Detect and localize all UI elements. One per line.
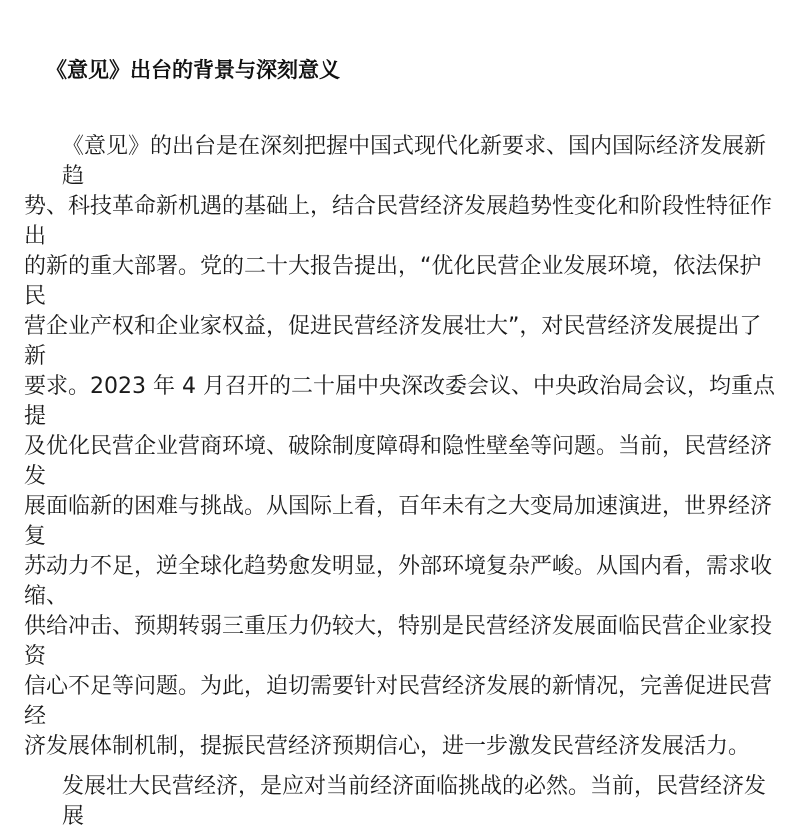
paragraph-line: 苏动力不足，逆全球化趋势愈发明显，外部环境复杂严峻。从国内看，需求收缩、 bbox=[24, 554, 773, 609]
next-paragraph bbox=[24, 772, 776, 832]
paragraph-line: 及优化民营企业营商环境、破除制度障碍和隐性壁垒等问题。当前，民营经济发 bbox=[24, 434, 773, 489]
body-paragraph bbox=[24, 132, 776, 788]
paragraph-line: 济发展体制机制，提振民营经济预期信心，进一步激发民营经济发展活力。 bbox=[24, 734, 751, 759]
paragraph-line: 的新的重大部署。党的二十大报告提出，“优化民营企业发展环境，依法保护民 bbox=[24, 254, 762, 309]
paragraph-line: 《意见》的出台是在深刻把握中国式现代化新要求、国内国际经济发展新趋 bbox=[62, 134, 767, 189]
section-heading: 《意见》出台的背景与深刻意义 bbox=[46, 58, 340, 82]
paragraph-line: 供给冲击、预期转弱三重压力仍较大，特别是民营经济发展面临民营企业家投资 bbox=[24, 614, 773, 669]
paragraph-line: 发展壮大民营经济，是应对当前经济面临挑战的必然。当前，民营经济发展 bbox=[62, 774, 767, 829]
paragraph-line: 信心不足等问题。为此，迫切需要针对民营经济发展的新情况，完善促进民营经 bbox=[24, 674, 773, 729]
paragraph-line: 营企业产权和企业家权益，促进民营经济发展壮大”，对民营经济发展提出了新 bbox=[24, 314, 762, 369]
paragraph-line: 展面临新的困难与挑战。从国际上看，百年未有之大变局加速演进，世界经济复 bbox=[24, 494, 773, 549]
paragraph-line: 势、科技革命新机遇的基础上，结合民营经济发展趋势性变化和阶段性特征作出 bbox=[24, 194, 773, 249]
paragraph-line: 要求。2023 年 4 月召开的二十届中央深改委会议、中央政治局会议，均重点提 bbox=[24, 374, 775, 429]
